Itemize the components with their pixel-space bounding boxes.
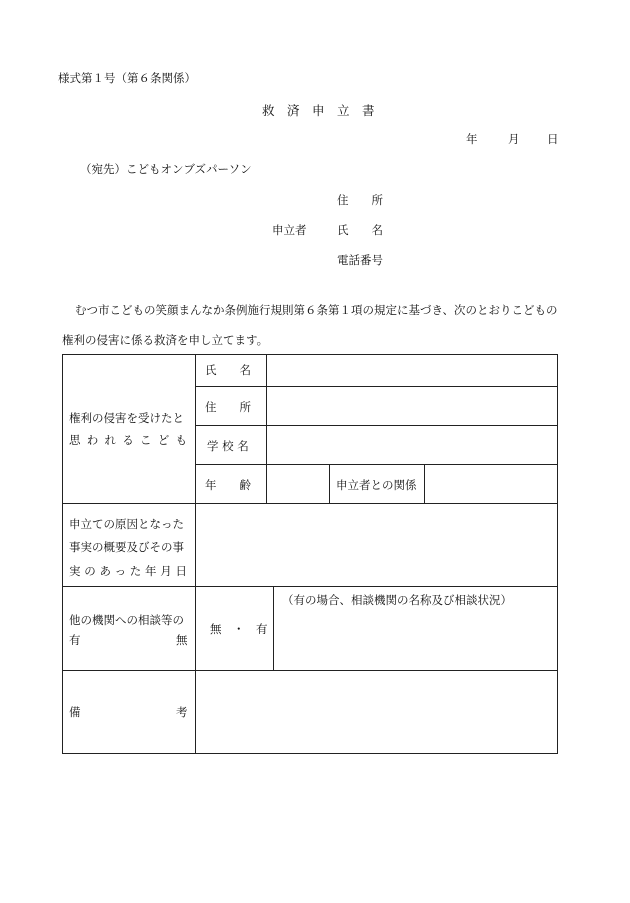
child-header-line-2: 思われるこども (69, 433, 187, 447)
document-title: 救 済 申 立 書 (262, 103, 375, 118)
child-header-line-1: 権利の侵害を受けたと (69, 411, 184, 425)
child-name-field[interactable] (267, 355, 557, 386)
consult-header-line-2-right: 無 (176, 633, 188, 647)
table-border-right (557, 354, 558, 754)
child-address-field[interactable] (267, 387, 557, 425)
remarks-label-left: 備 (69, 705, 81, 719)
child-school-label: 学 校 名 (207, 439, 249, 453)
applicant-phone-label: 電話番号 (337, 253, 383, 267)
child-school-field[interactable] (267, 426, 557, 464)
date-day-label: 日 (547, 132, 559, 146)
cause-header-line-3: 実のあった年月日 (69, 564, 187, 578)
table-border-left (62, 354, 63, 754)
child-age-field[interactable] (267, 465, 329, 503)
table-border-bottom (62, 753, 558, 754)
applicant-group-label: 申立者 (272, 223, 307, 237)
consult-header-line-2-left: 有 (69, 633, 81, 647)
table-line (329, 464, 330, 504)
table-line (62, 586, 558, 587)
date-year-label: 年 (466, 132, 478, 146)
child-age-label: 年 齢 (205, 478, 251, 492)
applicant-address-label: 住 所 (337, 193, 383, 207)
cause-field[interactable] (196, 504, 557, 586)
form-number: 様式第１号（第６条関係） (58, 71, 196, 85)
child-name-label: 氏 名 (205, 363, 251, 377)
consult-choice[interactable]: 無 ・ 有 (210, 622, 268, 636)
consult-details-field[interactable] (274, 610, 557, 670)
statement-line-1: むつ市こどもの笑顔まんなか条例施行規則第６条第１項の規定に基づき、次のとおりこどもの (75, 303, 558, 317)
consult-note: （有の場合、相談機関の名称及び相談状況） (282, 593, 512, 607)
addressee: （宛先）こどもオンブズパーソン (80, 162, 252, 176)
statement-line-2: 権利の侵害に係る救済を申し立てます。 (62, 333, 269, 347)
consult-header-line-1: 他の機関への相談等の (69, 613, 184, 627)
child-address-label: 住 所 (205, 400, 251, 414)
cause-header-line-1: 申立ての原因となった (69, 517, 184, 531)
cause-header-line-2: 事実の概要及びその事 (69, 540, 184, 554)
remarks-label-right: 考 (176, 705, 188, 719)
date-month-label: 月 (508, 132, 520, 146)
relation-field[interactable] (425, 465, 557, 503)
applicant-name-label: 氏 名 (337, 223, 383, 237)
relation-label: 申立者との関係 (336, 478, 417, 492)
remarks-field[interactable] (196, 671, 557, 753)
